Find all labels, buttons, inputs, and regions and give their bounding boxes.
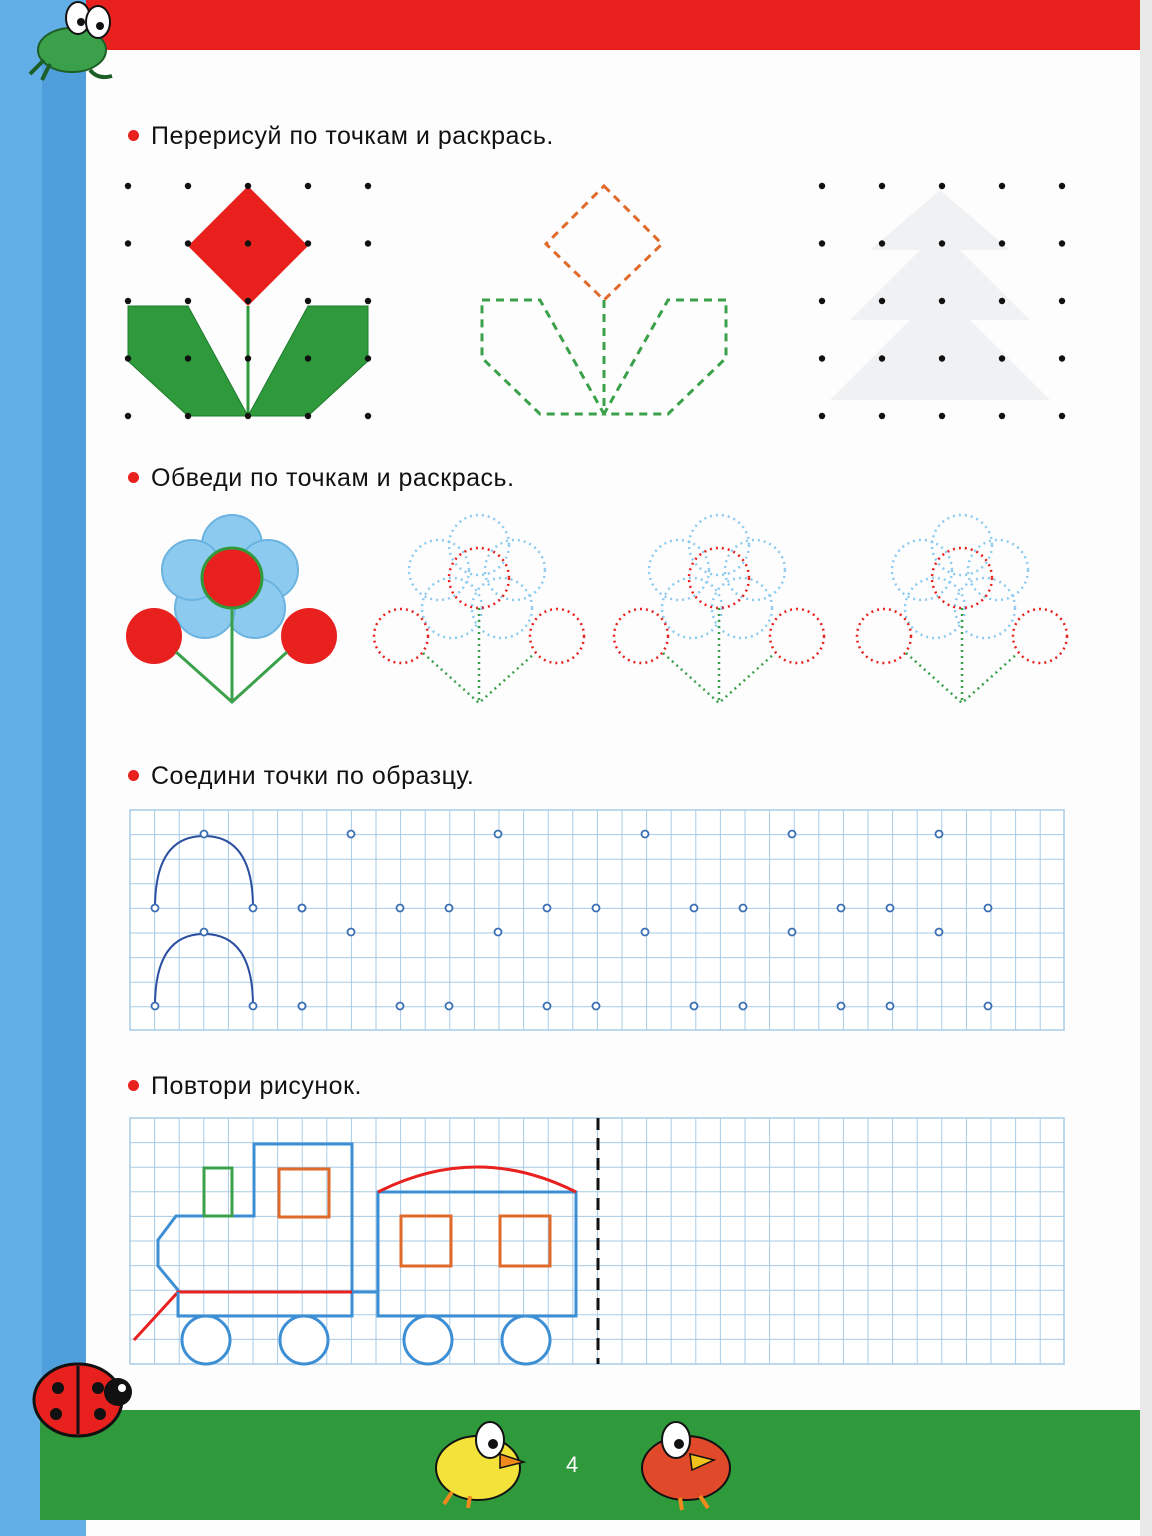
wheel [182,1316,230,1364]
instruction-text: Обведи по точкам и раскрась. [151,464,515,492]
wheel [502,1316,550,1364]
instruction-text: Соедини точки по образцу. [151,762,475,790]
page-number: 4 [566,1452,579,1477]
wheel [280,1316,328,1364]
wheel [404,1316,452,1364]
instruction-text: Перерисуй по точкам и раскрась. [151,122,554,150]
instruction-text: Повтори рисунок. [151,1072,362,1100]
